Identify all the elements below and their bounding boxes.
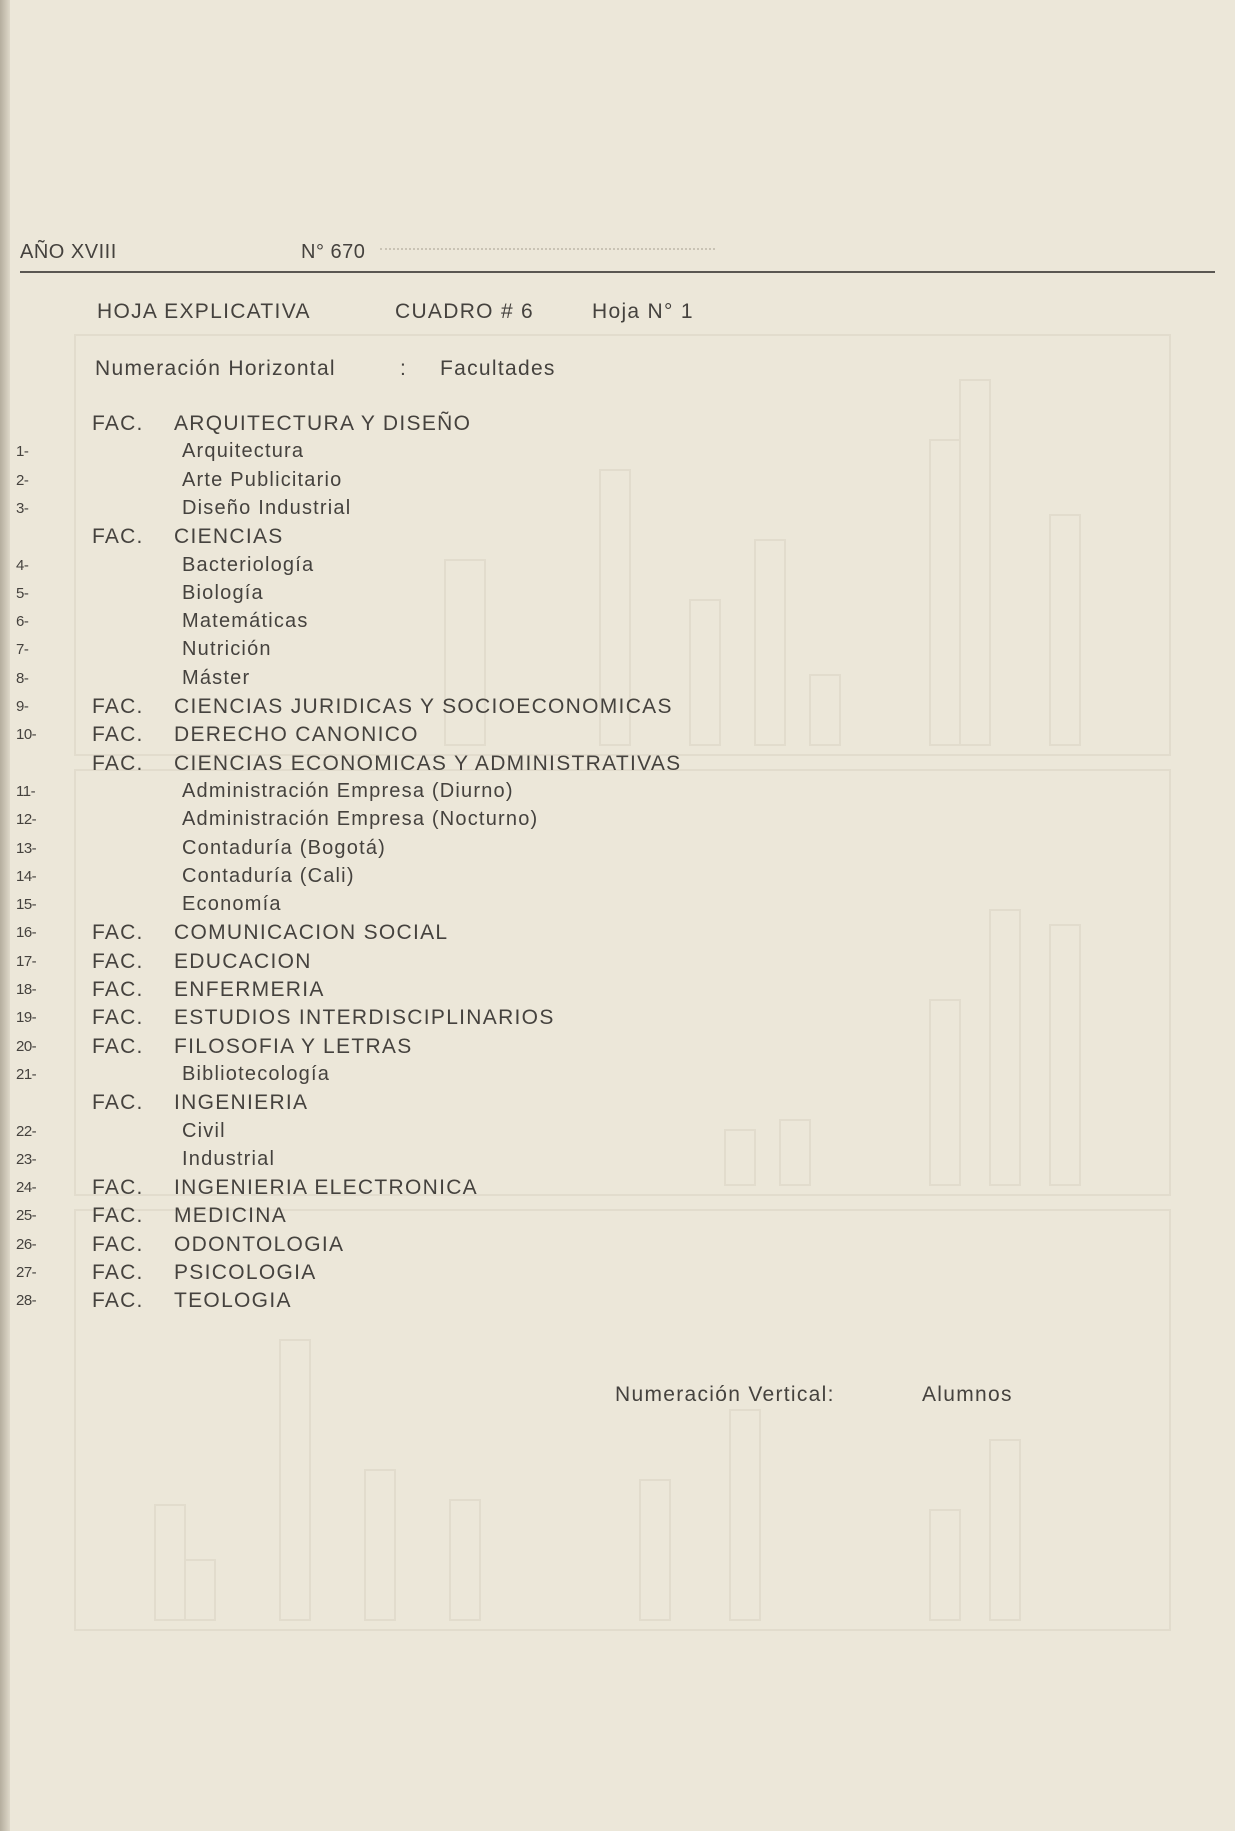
faculty-name: FILOSOFIA Y LETRAS xyxy=(174,1035,413,1058)
row-number: 5- xyxy=(16,585,29,602)
program-name: Arquitectura xyxy=(182,440,305,462)
row-number: 10- xyxy=(16,726,37,743)
faculty-prefix: FAC. xyxy=(92,978,144,1001)
program-name: Arte Publicitario xyxy=(182,469,343,491)
header-rule xyxy=(20,271,1215,273)
issue-number: N° 670 xyxy=(301,241,366,263)
vertical-numbering-value: Alumnos xyxy=(922,1383,1013,1406)
program-name: Contaduría (Bogotá) xyxy=(182,837,387,859)
row-number: 7- xyxy=(16,641,29,658)
horizontal-numbering-label: Numeración Horizontal xyxy=(95,357,336,380)
program-name: Máster xyxy=(182,667,251,689)
row-number: 19- xyxy=(16,1009,37,1026)
faculty-prefix: FAC. xyxy=(92,695,144,718)
faculty-prefix: FAC. xyxy=(92,525,144,548)
faculty-prefix: FAC. xyxy=(92,1204,144,1227)
row-number: 8- xyxy=(16,670,29,687)
row-number: 17- xyxy=(16,953,37,970)
faculty-prefix: FAC. xyxy=(92,723,144,746)
faculty-prefix: FAC. xyxy=(92,1006,144,1029)
faculty-prefix: FAC. xyxy=(92,950,144,973)
faculty-name: PSICOLOGIA xyxy=(174,1261,317,1284)
faculty-prefix: FAC. xyxy=(92,1091,144,1114)
program-name: Matemáticas xyxy=(182,610,309,632)
horizontal-numbering-separator: : xyxy=(400,357,408,380)
row-number: 2- xyxy=(16,472,29,489)
program-name: Administración Empresa (Nocturno) xyxy=(182,808,539,830)
row-number: 21- xyxy=(16,1066,37,1083)
faculty-name: ARQUITECTURA Y DISEÑO xyxy=(174,412,472,435)
faculty-name: INGENIERIA ELECTRONICA xyxy=(174,1176,478,1199)
sheet-title-right: Hoja N° 1 xyxy=(592,300,694,323)
faculty-name: EDUCACION xyxy=(174,950,312,973)
faculty-prefix: FAC. xyxy=(92,1261,144,1284)
program-name: Bibliotecología xyxy=(182,1063,331,1085)
row-number: 11- xyxy=(16,783,36,800)
row-number: 3- xyxy=(16,500,29,517)
row-number: 25- xyxy=(16,1207,37,1224)
faculty-name: TEOLOGIA xyxy=(174,1289,292,1312)
row-number: 28- xyxy=(16,1292,37,1309)
program-name: Economía xyxy=(182,893,282,915)
program-name: Administración Empresa (Diurno) xyxy=(182,780,514,802)
faculty-prefix: FAC. xyxy=(92,921,144,944)
row-number: 16- xyxy=(16,924,37,941)
row-number: 4- xyxy=(16,557,29,574)
row-number: 26- xyxy=(16,1236,37,1253)
row-number: 18- xyxy=(16,981,37,998)
faculty-name: MEDICINA xyxy=(174,1204,288,1227)
faculty-name: CIENCIAS ECONOMICAS Y ADMINISTRATIVAS xyxy=(174,752,682,775)
faculty-name: COMUNICACION SOCIAL xyxy=(174,921,449,944)
faculty-name: ESTUDIOS INTERDISCIPLINARIOS xyxy=(174,1006,555,1029)
row-number: 27- xyxy=(16,1264,37,1281)
row-number: 6- xyxy=(16,613,29,630)
faculty-prefix: FAC. xyxy=(92,752,144,775)
sheet-title-left: HOJA EXPLICATIVA xyxy=(97,300,311,323)
sheet-title-middle: CUADRO # 6 xyxy=(395,300,535,323)
row-number: 15- xyxy=(16,896,37,913)
row-number: 14- xyxy=(16,868,37,885)
row-number: 1- xyxy=(16,443,29,460)
row-number: 9- xyxy=(16,698,29,715)
row-number: 12- xyxy=(16,811,37,828)
faculty-prefix: FAC. xyxy=(92,412,144,435)
row-number: 24- xyxy=(16,1179,37,1196)
row-number: 23- xyxy=(16,1151,37,1168)
faculty-name: INGENIERIA xyxy=(174,1091,309,1114)
program-name: Nutrición xyxy=(182,638,272,660)
program-name: Industrial xyxy=(182,1148,276,1170)
header-dotted-line xyxy=(380,248,715,250)
faculty-name: CIENCIAS xyxy=(174,525,284,548)
faculty-name: ODONTOLOGIA xyxy=(174,1233,345,1256)
row-number: 13- xyxy=(16,840,37,857)
faculty-name: ENFERMERIA xyxy=(174,978,325,1001)
faculty-name: DERECHO CANONICO xyxy=(174,723,419,746)
vertical-numbering-label: Numeración Vertical: xyxy=(615,1383,835,1406)
program-name: Diseño Industrial xyxy=(182,497,352,519)
program-name: Civil xyxy=(182,1120,226,1142)
faculty-prefix: FAC. xyxy=(92,1233,144,1256)
row-number: 22- xyxy=(16,1123,37,1140)
program-name: Biología xyxy=(182,582,264,604)
faculty-name: CIENCIAS JURIDICAS Y SOCIOECONOMICAS xyxy=(174,695,673,718)
faculty-prefix: FAC. xyxy=(92,1289,144,1312)
faculty-prefix: FAC. xyxy=(92,1176,144,1199)
program-name: Contaduría (Cali) xyxy=(182,865,355,887)
issue-year: AÑO XVIII xyxy=(20,241,117,263)
horizontal-numbering-value: Facultades xyxy=(440,357,556,380)
faculty-prefix: FAC. xyxy=(92,1035,144,1058)
row-number: 20- xyxy=(16,1038,37,1055)
program-name: Bacteriología xyxy=(182,554,315,576)
